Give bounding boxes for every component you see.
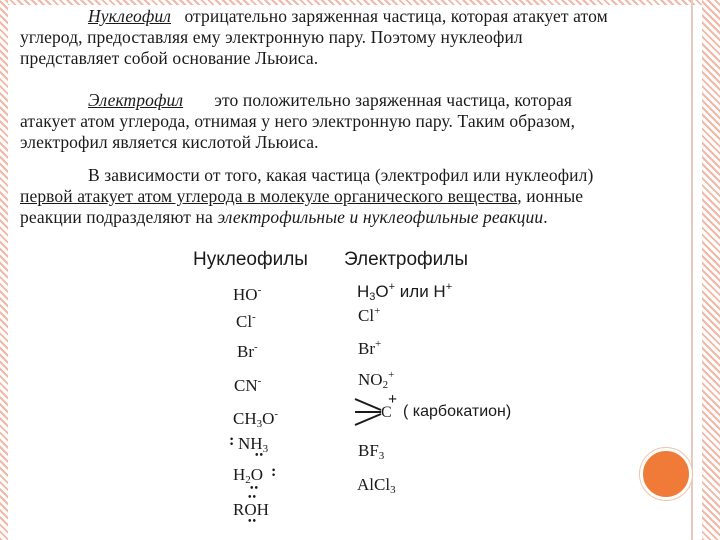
electrophile-alcl3: AlCl$_3$ (357, 475, 396, 496)
electrophile-line-1 (20, 90, 696, 111)
nucleophile-term: Нуклеофил (88, 6, 171, 26)
nucleophile-line-2: углерод, предоставляя ему электронную пару. Поэтому нуклеофил (20, 27, 523, 47)
carbocation-label: ( карбокатион) (403, 403, 512, 420)
nucleophile-ch3o: $CH_3O^-$ (233, 408, 279, 430)
classification-line-3 (20, 207, 696, 228)
roh-dots-bottom: •• (248, 516, 258, 527)
nucleophile-cl: Cl- (236, 311, 256, 331)
electrophile-line-2: атакует атом углерода, отнимая у него электронную пару. Таким образом, (20, 111, 576, 131)
electrophile-bf3: $BF_3$ (358, 441, 385, 462)
electrophile-h3o: $H_3O^+$ или H+ (357, 281, 453, 303)
electrophile-line-3: электрофил является кислотой Льюиса. (20, 132, 319, 152)
nucleophile-roh: ROH (233, 500, 269, 519)
nucleophile-ho: HO- (233, 284, 262, 304)
nucleophile-line-1-text: отрицательно заряженная частица, которая атакует атом (184, 6, 608, 26)
decorative-orange-dot (640, 448, 692, 500)
nucleophile-definition (20, 6, 696, 69)
classification-nucleophilic: нуклеофильные реакции (362, 207, 544, 227)
electrophile-br: Br+ (358, 338, 382, 358)
nucleophile-cn: CN- (234, 375, 262, 395)
slide-frame-right-line (691, 0, 693, 540)
nucleophile-nh3: $NH_3$ (238, 434, 269, 455)
classification-line-1-text: В зависимости от того, какая частица (электрофил или нуклеофил) (88, 165, 594, 185)
nucleophiles-header: Нуклеофилы (193, 249, 308, 270)
electrophile-no2: $NO_2^+$ (358, 369, 395, 391)
nucleophile-line-1 (20, 6, 696, 27)
carbocation-carbon: C (381, 404, 392, 421)
nh3-lone-pair: : (229, 432, 236, 449)
electrophile-line-1-text: это положительно заряженная частица, которая (214, 90, 572, 110)
classification-line-3-start: реакции подразделяют на (20, 207, 213, 227)
nucleophile-br: Br- (237, 341, 258, 361)
classification-line-2-rest: , ионные (517, 186, 584, 206)
classification-underlined: первой атакует атом углерода в молекуле органического вещества (20, 186, 518, 206)
roh-dots-top: •• (248, 492, 258, 503)
nh3-dots: •• (255, 450, 265, 461)
slide-frame-right (702, 0, 720, 540)
classification-line-1 (20, 165, 696, 186)
classification-and: и (349, 207, 359, 227)
electrophile-term: Электрофил (88, 90, 184, 110)
reaction-classification (20, 165, 696, 228)
classification-line-2 (20, 186, 696, 207)
slide-frame-left (0, 0, 8, 540)
h2o-lone-pair: : (271, 463, 278, 480)
nucleophile-line-3: представляет собой основание Льюиса. (20, 48, 319, 68)
nucleophile-h2o: $H_2O$ (233, 465, 264, 486)
h2o-dots: •• (250, 483, 260, 494)
carbocation-charge: + (388, 391, 398, 408)
electrophile-definition (20, 90, 696, 153)
classification-electrophilic: электрофильные (217, 207, 346, 227)
electrophiles-header: Электрофилы (344, 249, 469, 270)
slide-frame-top (0, 0, 720, 5)
classification-period: . (543, 207, 548, 227)
electrophile-cl: Cl+ (358, 305, 381, 325)
